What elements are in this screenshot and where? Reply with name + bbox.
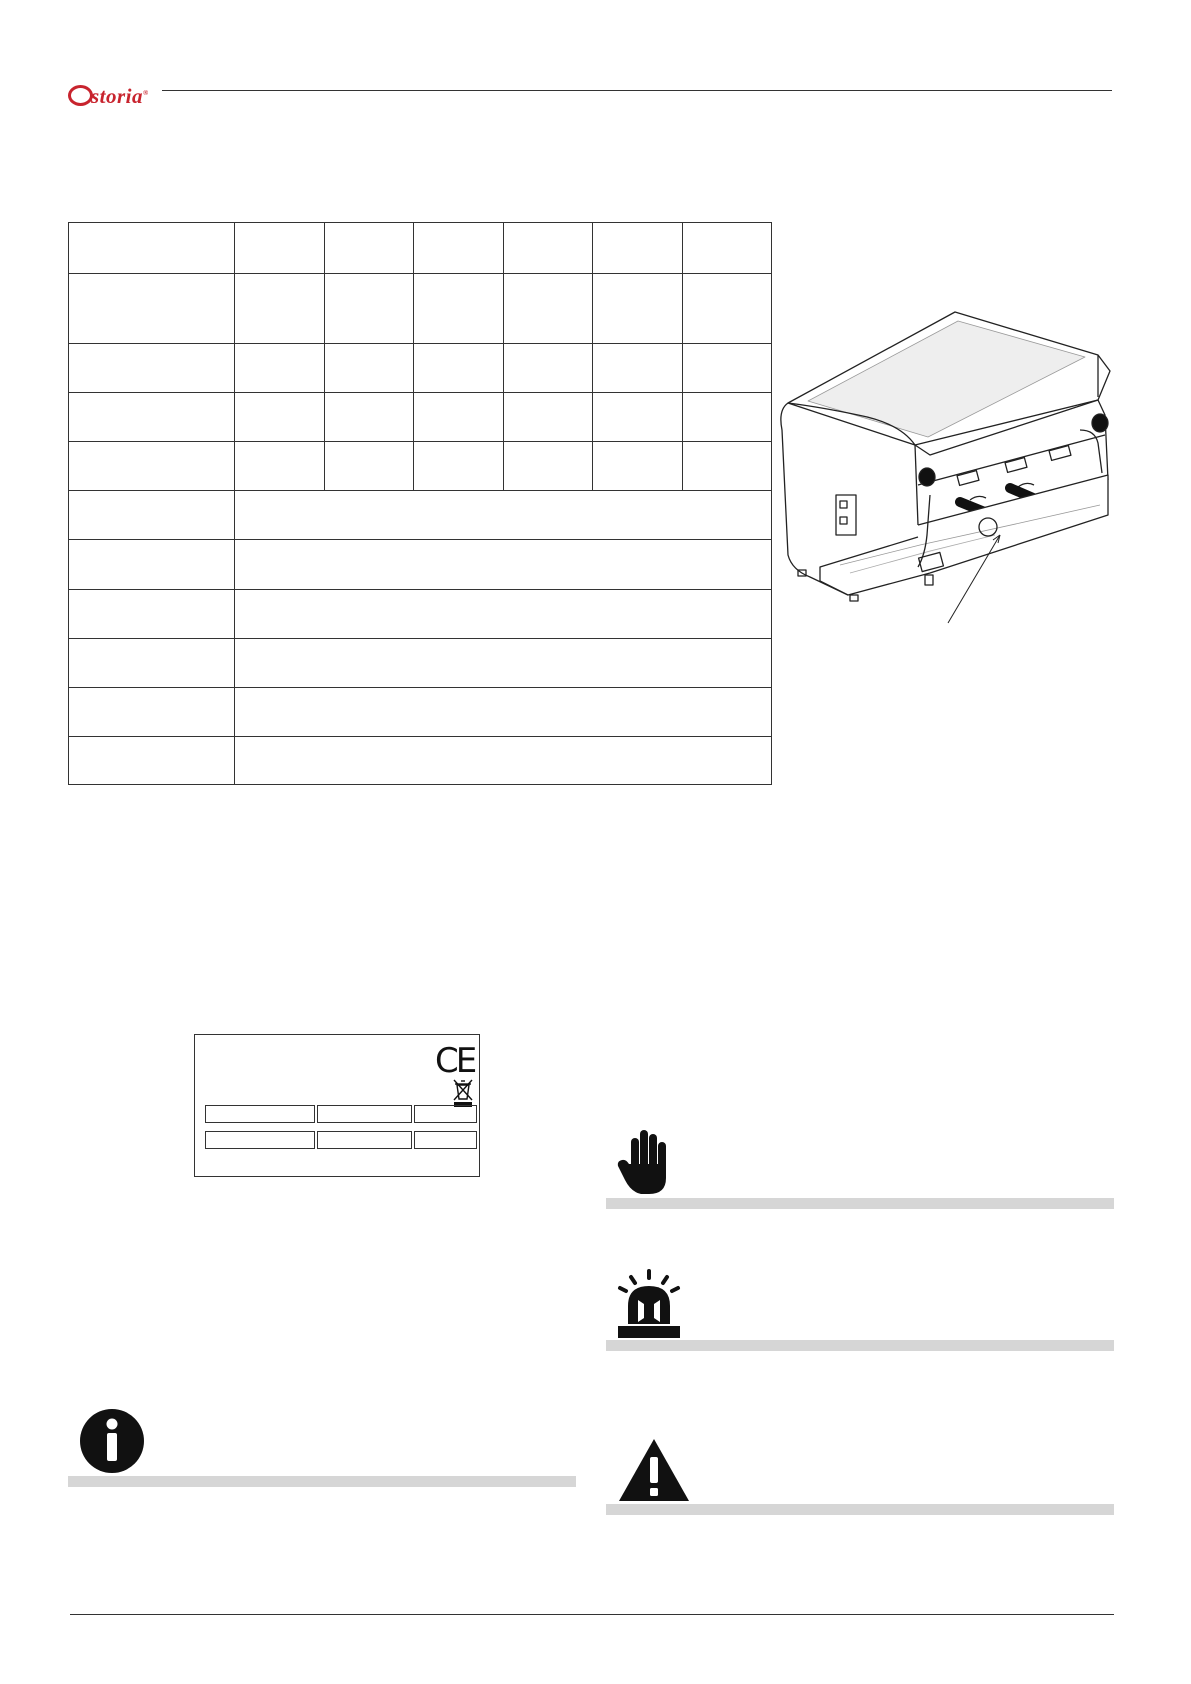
logo-registered-mark: ® (143, 89, 149, 97)
table-cell (593, 344, 683, 393)
warning-triangle-icon (618, 1437, 690, 1503)
plate-field (414, 1131, 477, 1149)
table-cell (69, 590, 235, 639)
table-cell (69, 639, 235, 688)
table-row (69, 274, 772, 344)
table-cell (324, 393, 414, 442)
table-cell (593, 274, 683, 344)
footer-rule (70, 1614, 1114, 1615)
alarm-beacon-icon (614, 1268, 684, 1340)
table-cell-wide (235, 491, 772, 540)
plate-field (414, 1105, 477, 1123)
table-cell (503, 442, 593, 491)
table-cell (324, 274, 414, 344)
table-cell (324, 223, 414, 274)
table-cell (69, 491, 235, 540)
table-cell (324, 442, 414, 491)
rating-plate (194, 1034, 480, 1177)
table-row (69, 688, 772, 737)
table-cell (69, 344, 235, 393)
table-cell (503, 274, 593, 344)
crossed-out-wheelie-bin-icon (451, 1077, 475, 1107)
table-cell (235, 442, 325, 491)
table-cell (235, 274, 325, 344)
table-cell (69, 737, 235, 785)
table-cell (682, 393, 772, 442)
table-cell (682, 223, 772, 274)
table-cell-wide (235, 639, 772, 688)
plate-field (205, 1105, 315, 1123)
info-icon (79, 1408, 145, 1474)
table-row (69, 491, 772, 540)
plate-field (205, 1131, 315, 1149)
table-cell (69, 274, 235, 344)
table-cell (503, 344, 593, 393)
table-cell (682, 274, 772, 344)
table-cell (414, 393, 504, 442)
table-cell-wide (235, 540, 772, 590)
table-cell (235, 344, 325, 393)
table-row (69, 639, 772, 688)
table-row (69, 442, 772, 491)
table-cell-wide (235, 737, 772, 785)
table-cell (69, 223, 235, 274)
table-cell (69, 393, 235, 442)
table-cell (324, 344, 414, 393)
table-cell-wide (235, 688, 772, 737)
table-cell (414, 274, 504, 344)
table-row (69, 344, 772, 393)
table-cell-wide (235, 590, 772, 639)
table-cell (414, 442, 504, 491)
logo-letter-a (68, 85, 93, 106)
table-cell (69, 442, 235, 491)
table-cell (593, 442, 683, 491)
specifications-table (68, 222, 772, 785)
ce-mark: CE (435, 1041, 475, 1081)
table-cell (235, 393, 325, 442)
table-cell (682, 442, 772, 491)
header-rule (162, 90, 1112, 91)
plate-field (317, 1105, 412, 1123)
stop-separator-bar (606, 1198, 1114, 1209)
table-row (69, 737, 772, 785)
table-cell (682, 344, 772, 393)
table-cell (235, 223, 325, 274)
logo-text: storia (91, 84, 144, 108)
table-cell (503, 393, 593, 442)
info-separator-bar (68, 1476, 576, 1487)
astoria-logo (68, 80, 160, 106)
table-cell (593, 393, 683, 442)
warning-separator-bar (606, 1504, 1114, 1515)
stop-hand-icon (617, 1128, 673, 1196)
table-row (69, 393, 772, 442)
table-cell (414, 344, 504, 393)
table-row (69, 590, 772, 639)
table-cell (503, 223, 593, 274)
table-row (69, 540, 772, 590)
plate-field (317, 1131, 412, 1149)
table-row (69, 223, 772, 274)
table-cell (414, 223, 504, 274)
table-cell (69, 540, 235, 590)
alarm-separator-bar (606, 1340, 1114, 1351)
table-cell (593, 223, 683, 274)
espresso-machine-drawing (780, 305, 1125, 685)
table-cell (69, 688, 235, 737)
